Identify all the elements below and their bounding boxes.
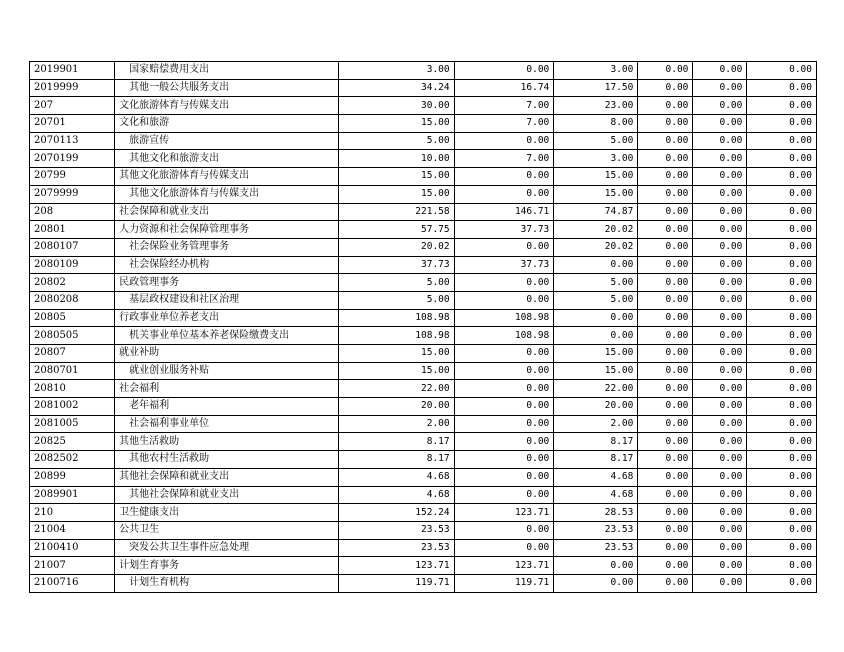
amount-cell: 0.00	[454, 468, 554, 486]
amount-cell: 123.71	[339, 557, 454, 575]
table-row	[30, 327, 817, 345]
amount-cell: 23.00	[554, 97, 638, 115]
amount-cell: 0.00	[747, 415, 817, 433]
subject-code-cell: 207	[30, 97, 115, 115]
amount-cell: 3.00	[554, 150, 638, 168]
amount-cell: 0.00	[638, 451, 693, 469]
amount-cell: 0.00	[454, 451, 554, 469]
amount-cell: 0.00	[747, 451, 817, 469]
table-row	[30, 521, 817, 539]
amount-cell: 8.17	[339, 433, 454, 451]
amount-cell: 0.00	[554, 574, 638, 592]
amount-cell: 0.00	[747, 504, 817, 522]
subject-name-cell: 基层政权建设和社区治理	[115, 291, 339, 309]
table-row	[30, 185, 817, 203]
table-row	[30, 539, 817, 557]
amount-cell: 16.74	[454, 79, 554, 97]
amount-cell: 119.71	[339, 574, 454, 592]
subject-code-cell: 20899	[30, 468, 115, 486]
subject-code-cell: 2080208	[30, 291, 115, 309]
table-row	[30, 309, 817, 327]
subject-name-cell: 社会保险业务管理事务	[115, 238, 339, 256]
table-row	[30, 504, 817, 522]
amount-cell: 22.00	[339, 380, 454, 398]
amount-cell: 37.73	[454, 221, 554, 239]
table-row	[30, 557, 817, 575]
amount-cell: 4.68	[554, 468, 638, 486]
amount-cell: 0.00	[454, 486, 554, 504]
amount-cell: 0.00	[454, 415, 554, 433]
amount-cell: 0.00	[747, 486, 817, 504]
subject-name-cell: 社会保险经办机构	[115, 256, 339, 274]
amount-cell: 0.00	[693, 79, 747, 97]
table-row	[30, 574, 817, 592]
amount-cell: 0.00	[693, 97, 747, 115]
subject-name-cell: 其他文化和旅游支出	[115, 150, 339, 168]
amount-cell: 0.00	[747, 539, 817, 557]
table-row	[30, 398, 817, 416]
amount-cell: 119.71	[454, 574, 554, 592]
amount-cell: 0.00	[693, 150, 747, 168]
subject-name-cell: 老年福利	[115, 398, 339, 416]
amount-cell: 0.00	[638, 433, 693, 451]
amount-cell: 0.00	[638, 291, 693, 309]
amount-cell: 0.00	[638, 256, 693, 274]
amount-cell: 0.00	[693, 504, 747, 522]
amount-cell: 15.00	[339, 115, 454, 133]
amount-cell: 57.75	[339, 221, 454, 239]
subject-code-cell: 20801	[30, 221, 115, 239]
amount-cell: 0.00	[693, 168, 747, 186]
amount-cell: 0.00	[554, 557, 638, 575]
amount-cell: 0.00	[693, 398, 747, 416]
subject-name-cell: 人力资源和社会保障管理事务	[115, 221, 339, 239]
amount-cell: 0.00	[747, 115, 817, 133]
subject-name-cell: 文化旅游体育与传媒支出	[115, 97, 339, 115]
table-row	[30, 468, 817, 486]
amount-cell: 74.87	[554, 203, 638, 221]
amount-cell: 0.00	[747, 309, 817, 327]
subject-name-cell: 公共卫生	[115, 521, 339, 539]
amount-cell: 0.00	[693, 539, 747, 557]
amount-cell: 0.00	[454, 274, 554, 292]
amount-cell: 108.98	[454, 327, 554, 345]
amount-cell: 0.00	[747, 574, 817, 592]
amount-cell: 108.98	[339, 327, 454, 345]
amount-cell: 0.00	[638, 168, 693, 186]
amount-cell: 17.50	[554, 79, 638, 97]
amount-cell: 0.00	[747, 291, 817, 309]
subject-name-cell: 卫生健康支出	[115, 504, 339, 522]
table-row	[30, 62, 817, 80]
amount-cell: 0.00	[554, 327, 638, 345]
subject-name-cell: 社会福利事业单位	[115, 415, 339, 433]
budget-expenditure-table	[29, 61, 817, 593]
amount-cell: 0.00	[747, 468, 817, 486]
amount-cell: 0.00	[693, 557, 747, 575]
amount-cell: 0.00	[747, 380, 817, 398]
subject-code-cell: 2080505	[30, 327, 115, 345]
amount-cell: 4.68	[339, 486, 454, 504]
subject-code-cell: 2080107	[30, 238, 115, 256]
amount-cell: 0.00	[747, 185, 817, 203]
amount-cell: 0.00	[693, 345, 747, 363]
amount-cell: 123.71	[454, 557, 554, 575]
subject-name-cell: 其他生活救助	[115, 433, 339, 451]
amount-cell: 8.17	[339, 451, 454, 469]
amount-cell: 20.00	[339, 398, 454, 416]
amount-cell: 22.00	[554, 380, 638, 398]
amount-cell: 0.00	[554, 256, 638, 274]
subject-name-cell: 就业补助	[115, 345, 339, 363]
amount-cell: 0.00	[638, 398, 693, 416]
amount-cell: 3.00	[339, 62, 454, 80]
table-row	[30, 380, 817, 398]
amount-cell: 0.00	[454, 62, 554, 80]
amount-cell: 0.00	[747, 362, 817, 380]
subject-name-cell: 行政事业单位养老支出	[115, 309, 339, 327]
table-row	[30, 451, 817, 469]
amount-cell: 0.00	[454, 433, 554, 451]
amount-cell: 0.00	[638, 380, 693, 398]
subject-code-cell: 2079999	[30, 185, 115, 203]
subject-name-cell: 就业创业服务补贴	[115, 362, 339, 380]
amount-cell: 146.71	[454, 203, 554, 221]
amount-cell: 7.00	[454, 97, 554, 115]
subject-code-cell: 2081002	[30, 398, 115, 416]
amount-cell: 0.00	[747, 132, 817, 150]
amount-cell: 0.00	[693, 256, 747, 274]
amount-cell: 5.00	[554, 274, 638, 292]
amount-cell: 15.00	[339, 362, 454, 380]
table-row	[30, 415, 817, 433]
amount-cell: 5.00	[554, 291, 638, 309]
amount-cell: 0.00	[747, 557, 817, 575]
amount-cell: 0.00	[638, 132, 693, 150]
amount-cell: 0.00	[747, 150, 817, 168]
amount-cell: 0.00	[747, 398, 817, 416]
subject-code-cell: 2080701	[30, 362, 115, 380]
amount-cell: 0.00	[747, 256, 817, 274]
amount-cell: 0.00	[454, 185, 554, 203]
amount-cell: 0.00	[638, 238, 693, 256]
amount-cell: 0.00	[693, 274, 747, 292]
amount-cell: 0.00	[693, 238, 747, 256]
amount-cell: 0.00	[638, 415, 693, 433]
subject-name-cell: 机关事业单位基本养老保险缴费支出	[115, 327, 339, 345]
subject-name-cell: 其他文化旅游体育与传媒支出	[115, 185, 339, 203]
table-row	[30, 168, 817, 186]
subject-name-cell: 旅游宣传	[115, 132, 339, 150]
amount-cell: 0.00	[638, 486, 693, 504]
amount-cell: 20.02	[554, 238, 638, 256]
amount-cell: 0.00	[638, 274, 693, 292]
amount-cell: 8.17	[554, 451, 638, 469]
amount-cell: 0.00	[638, 115, 693, 133]
amount-cell: 8.17	[554, 433, 638, 451]
table-row	[30, 203, 817, 221]
table-row	[30, 221, 817, 239]
amount-cell: 2.00	[554, 415, 638, 433]
amount-cell: 5.00	[339, 291, 454, 309]
amount-cell: 0.00	[638, 327, 693, 345]
amount-cell: 28.53	[554, 504, 638, 522]
subject-code-cell: 2070113	[30, 132, 115, 150]
amount-cell: 5.00	[554, 132, 638, 150]
amount-cell: 0.00	[693, 521, 747, 539]
amount-cell: 0.00	[638, 203, 693, 221]
amount-cell: 0.00	[693, 203, 747, 221]
amount-cell: 0.00	[693, 380, 747, 398]
amount-cell: 23.53	[339, 539, 454, 557]
subject-name-cell: 国家赔偿费用支出	[115, 62, 339, 80]
amount-cell: 0.00	[747, 168, 817, 186]
amount-cell: 0.00	[747, 238, 817, 256]
amount-cell: 0.00	[693, 309, 747, 327]
subject-code-cell: 20802	[30, 274, 115, 292]
amount-cell: 5.00	[339, 274, 454, 292]
table-body	[30, 62, 817, 593]
subject-name-cell: 计划生育事务	[115, 557, 339, 575]
subject-code-cell: 2089901	[30, 486, 115, 504]
table-row	[30, 274, 817, 292]
amount-cell: 3.00	[554, 62, 638, 80]
subject-name-cell: 其他社会保障和就业支出	[115, 468, 339, 486]
amount-cell: 0.00	[747, 97, 817, 115]
subject-code-cell: 20799	[30, 168, 115, 186]
subject-code-cell: 2070199	[30, 150, 115, 168]
subject-code-cell: 2019901	[30, 62, 115, 80]
subject-code-cell: 21004	[30, 521, 115, 539]
table-row	[30, 291, 817, 309]
amount-cell: 0.00	[693, 468, 747, 486]
amount-cell: 15.00	[554, 345, 638, 363]
table-row	[30, 433, 817, 451]
amount-cell: 0.00	[638, 309, 693, 327]
amount-cell: 0.00	[454, 398, 554, 416]
subject-name-cell: 其他农村生活救助	[115, 451, 339, 469]
amount-cell: 0.00	[638, 362, 693, 380]
amount-cell: 2.00	[339, 415, 454, 433]
subject-code-cell: 20825	[30, 433, 115, 451]
amount-cell: 0.00	[693, 132, 747, 150]
amount-cell: 0.00	[454, 521, 554, 539]
amount-cell: 0.00	[638, 150, 693, 168]
subject-code-cell: 2080109	[30, 256, 115, 274]
amount-cell: 37.73	[454, 256, 554, 274]
table-row	[30, 256, 817, 274]
amount-cell: 23.53	[554, 521, 638, 539]
amount-cell: 15.00	[339, 168, 454, 186]
amount-cell: 0.00	[747, 221, 817, 239]
subject-name-cell: 社会保障和就业支出	[115, 203, 339, 221]
amount-cell: 0.00	[638, 574, 693, 592]
table-row	[30, 97, 817, 115]
amount-cell: 15.00	[554, 185, 638, 203]
amount-cell: 15.00	[339, 345, 454, 363]
subject-code-cell: 20701	[30, 115, 115, 133]
amount-cell: 0.00	[454, 362, 554, 380]
amount-cell: 0.00	[693, 433, 747, 451]
subject-code-cell: 2100410	[30, 539, 115, 557]
amount-cell: 20.02	[339, 238, 454, 256]
amount-cell: 0.00	[747, 62, 817, 80]
amount-cell: 0.00	[693, 327, 747, 345]
subject-code-cell: 21007	[30, 557, 115, 575]
amount-cell: 0.00	[554, 309, 638, 327]
amount-cell: 108.98	[454, 309, 554, 327]
subject-code-cell: 2019999	[30, 79, 115, 97]
subject-code-cell: 20805	[30, 309, 115, 327]
table-row	[30, 362, 817, 380]
amount-cell: 0.00	[638, 79, 693, 97]
amount-cell: 0.00	[454, 539, 554, 557]
table-row	[30, 115, 817, 133]
amount-cell: 0.00	[747, 521, 817, 539]
amount-cell: 0.00	[454, 238, 554, 256]
amount-cell: 0.00	[693, 291, 747, 309]
amount-cell: 0.00	[747, 203, 817, 221]
amount-cell: 0.00	[693, 486, 747, 504]
amount-cell: 4.68	[339, 468, 454, 486]
subject-name-cell: 文化和旅游	[115, 115, 339, 133]
subject-code-cell: 2081005	[30, 415, 115, 433]
amount-cell: 5.00	[339, 132, 454, 150]
amount-cell: 4.68	[554, 486, 638, 504]
subject-code-cell: 210	[30, 504, 115, 522]
amount-cell: 7.00	[454, 115, 554, 133]
amount-cell: 0.00	[747, 327, 817, 345]
amount-cell: 15.00	[554, 362, 638, 380]
amount-cell: 0.00	[693, 362, 747, 380]
amount-cell: 0.00	[454, 168, 554, 186]
table-row	[30, 486, 817, 504]
subject-code-cell: 2100716	[30, 574, 115, 592]
amount-cell: 20.00	[554, 398, 638, 416]
amount-cell: 0.00	[638, 521, 693, 539]
subject-code-cell: 2082502	[30, 451, 115, 469]
amount-cell: 0.00	[693, 185, 747, 203]
table-row	[30, 150, 817, 168]
subject-code-cell: 208	[30, 203, 115, 221]
subject-name-cell: 其他社会保障和就业支出	[115, 486, 339, 504]
amount-cell: 221.58	[339, 203, 454, 221]
amount-cell: 0.00	[638, 62, 693, 80]
amount-cell: 108.98	[339, 309, 454, 327]
subject-name-cell: 突发公共卫生事件应急处理	[115, 539, 339, 557]
subject-code-cell: 20810	[30, 380, 115, 398]
table-row	[30, 132, 817, 150]
amount-cell: 0.00	[693, 221, 747, 239]
amount-cell: 0.00	[454, 380, 554, 398]
subject-name-cell: 其他文化旅游体育与传媒支出	[115, 168, 339, 186]
subject-name-cell: 民政管理事务	[115, 274, 339, 292]
amount-cell: 0.00	[454, 345, 554, 363]
amount-cell: 23.53	[554, 539, 638, 557]
amount-cell: 15.00	[554, 168, 638, 186]
table-row	[30, 238, 817, 256]
amount-cell: 0.00	[454, 291, 554, 309]
amount-cell: 23.53	[339, 521, 454, 539]
amount-cell: 123.71	[454, 504, 554, 522]
subject-code-cell: 20807	[30, 345, 115, 363]
amount-cell: 10.00	[339, 150, 454, 168]
amount-cell: 0.00	[747, 79, 817, 97]
amount-cell: 0.00	[638, 468, 693, 486]
amount-cell: 0.00	[638, 345, 693, 363]
amount-cell: 8.00	[554, 115, 638, 133]
amount-cell: 0.00	[747, 433, 817, 451]
amount-cell: 0.00	[693, 451, 747, 469]
table-row	[30, 79, 817, 97]
amount-cell: 0.00	[747, 345, 817, 363]
amount-cell: 0.00	[638, 504, 693, 522]
amount-cell: 152.24	[339, 504, 454, 522]
amount-cell: 0.00	[693, 115, 747, 133]
amount-cell: 37.73	[339, 256, 454, 274]
subject-name-cell: 其他一般公共服务支出	[115, 79, 339, 97]
amount-cell: 0.00	[747, 274, 817, 292]
table-row	[30, 345, 817, 363]
amount-cell: 30.00	[339, 97, 454, 115]
amount-cell: 0.00	[638, 185, 693, 203]
amount-cell: 20.02	[554, 221, 638, 239]
amount-cell: 0.00	[638, 221, 693, 239]
amount-cell: 0.00	[638, 539, 693, 557]
amount-cell: 0.00	[638, 97, 693, 115]
amount-cell: 0.00	[638, 557, 693, 575]
subject-name-cell: 计划生育机构	[115, 574, 339, 592]
amount-cell: 34.24	[339, 79, 454, 97]
subject-name-cell: 社会福利	[115, 380, 339, 398]
amount-cell: 0.00	[454, 132, 554, 150]
amount-cell: 0.00	[693, 62, 747, 80]
amount-cell: 0.00	[693, 574, 747, 592]
amount-cell: 15.00	[339, 185, 454, 203]
amount-cell: 7.00	[454, 150, 554, 168]
amount-cell: 0.00	[693, 415, 747, 433]
